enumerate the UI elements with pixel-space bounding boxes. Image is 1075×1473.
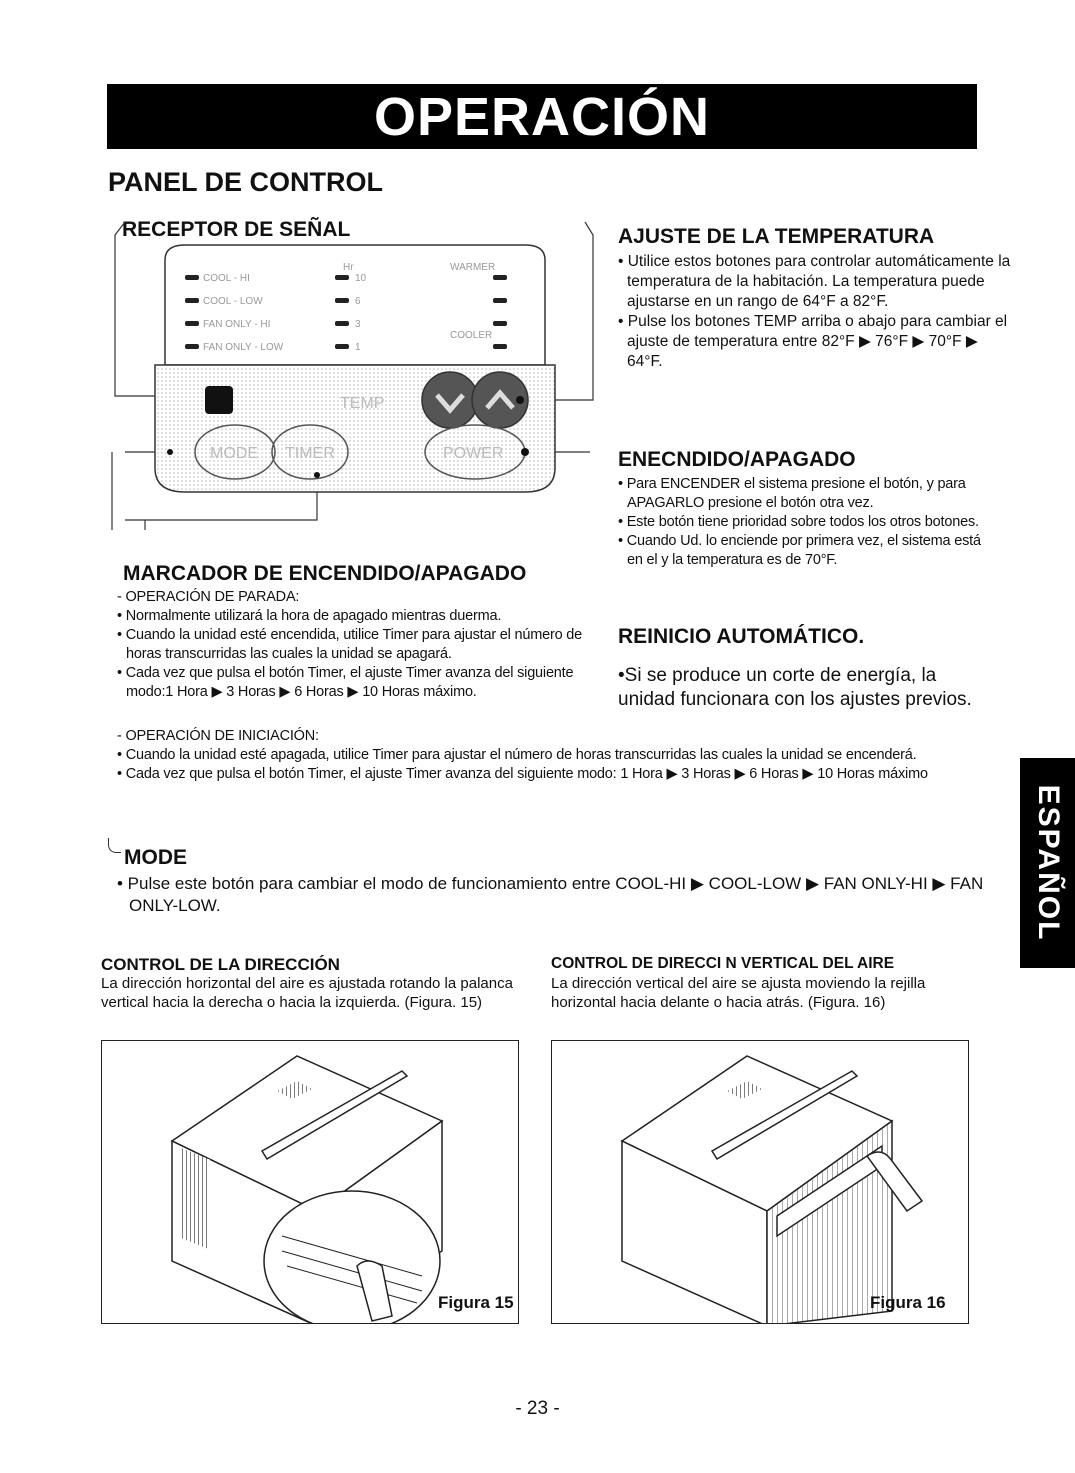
language-tab (1020, 758, 1075, 968)
marcador-start: - OPERACIÓN DE INICIACIÓN: • Cuando la unidad esté apagada, utilice Timer para ajustar el número de horas transcurridas las cuales la unidad se encenderá. • Cada vez que pulsa el botón Timer, el ajuste Timer avanza del siguiente modo: 1 Hora ▶ 3 Horas ▶ 6 Horas ▶ 10 Horas máximo (117, 728, 928, 782)
marcador-stop: - OPERACIÓN DE PARADA: • Normalmente utilizará la hora de apagado mientras duerma. • Cuando la unidad esté encendida, utilice Timer para ajustar el número de horas transcurridas las cuales la unidad se apagará. • Cada vez que pulsa el botón Timer, el ajuste Timer avanza del siguiente modo:1 Hora ▶ 3 Horas ▶ 6 Horas ▶ 10 Horas máximo. (117, 589, 583, 700)
signal-receptor (205, 386, 233, 414)
svg-text:10: 10 (355, 273, 367, 284)
temp-down-button[interactable] (422, 372, 478, 428)
mode-label: COOL - HI (203, 273, 250, 284)
encendido-title: ENECNDIDO/APAGADO (618, 448, 856, 471)
mode-label: COOL - LOW (203, 296, 263, 307)
reinicio-title: REINICIO AUTOMÁTICO. (618, 625, 865, 648)
ac-unit-horizontal-illustration (102, 1041, 518, 1323)
ajuste-title: AJUSTE DE LA TEMPERATURA (618, 225, 935, 248)
control-vert-title: CONTROL DE DIRECCI N VERTICAL DEL AIRE (551, 955, 895, 972)
marcador-title: MARCADOR DE ENCENDIDO/APAGADO (123, 562, 527, 585)
mode-label: FAN ONLY - LOW (203, 342, 284, 353)
warmer-label: WARMER (450, 262, 496, 273)
figure-16-label: Figura 16 (870, 1293, 946, 1312)
ajuste-text: • Utilice estos botones para controlar automáticamente la temperatura de la habitación. La temperatura puede ajustarse en un rango de 64°F a 82°F. • Pulse los botones TEMP arriba o abajo para cambiar el ajuste de temperatura entre 82°F ▶ 76°F ▶ 70°F ▶ 64°F. (618, 253, 1011, 370)
language-tab-label: ESPAÑOL (1031, 784, 1065, 942)
ac-unit-vertical-illustration (552, 1041, 968, 1323)
control-dir-title: CONTROL DE LA DIRECCIÓN (101, 955, 340, 974)
svg-text:MODE: MODE (210, 445, 258, 462)
page-number: - 23 - (515, 1398, 560, 1419)
svg-text:TIMER: TIMER (285, 445, 335, 462)
figure-15 (101, 1040, 519, 1324)
encendido-text: • Para ENCENDER el sistema presione el botón, y para APAGARLO presione el botón otra vez. • Este botón tiene prioridad sobre todos los otros botones. • Cuando Ud. lo enciende por primera vez, el sistema está en el y la temperatura es de 70°F. (618, 476, 981, 568)
mode-text: • Pulse este botón para cambiar el modo de funcionamiento entre COOL-HI ▶ COOL-LOW ▶ FAN ONLY-HI ▶ FAN ONLY-LOW. (117, 874, 984, 915)
cooler-label: COOLER (450, 330, 493, 341)
mode-callout-line (108, 838, 121, 853)
svg-text:1: 1 (355, 342, 361, 353)
hr-label: Hr (343, 262, 354, 273)
figure-15-label: Figura 15 (438, 1293, 514, 1312)
control-panel-diagram (105, 220, 605, 530)
reinicio-text: •Si se produce un corte de energía, la unidad funcionara con los ajustes previos. (618, 665, 972, 710)
svg-text:POWER: POWER (443, 445, 504, 462)
svg-text:6: 6 (355, 296, 361, 307)
control-vert-text: La dirección vertical del aire se ajusta moviendo la rejilla horizontal hacia delante o hacia atrás. (Figura. 16) (551, 975, 926, 1011)
mode-label: FAN ONLY - HI (203, 319, 271, 330)
page-header-banner: OPERACIÓN (107, 84, 977, 149)
mode-title: MODE (124, 846, 187, 869)
control-dir-text: La dirección horizontal del aire es ajustada rotando la palanca vertical hacia la derecha o hacia la izquierda. (Figura. 15) (101, 975, 513, 1011)
figure-16 (551, 1040, 969, 1324)
receptor-title: RECEPTOR DE SEÑAL (122, 218, 351, 241)
svg-text:3: 3 (355, 319, 361, 330)
section-title: PANEL DE CONTROL (108, 167, 384, 197)
temp-label: TEMP (340, 395, 385, 412)
